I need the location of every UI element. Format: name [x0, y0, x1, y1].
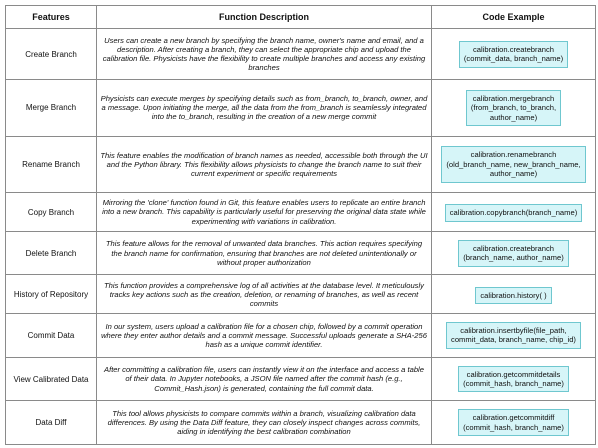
- code-cell: [432, 231, 596, 275]
- code-cell: [432, 275, 596, 314]
- description-cell: Physicists can execute merges by specifying details such as from_branch, to_branch, owner, and a message. Upon initiating the merge, all the data from the from_branch is seamlessly integrated into the to_branch, resulting in the creation of a new merge commit: [97, 80, 432, 137]
- table-row: [6, 357, 596, 401]
- description-cell: This feature allows for the removal of unwanted data branches. This action requires specifying the branch name for confirmation, ensuring that branches are not deleted unintentionally or without proper authorization: [97, 231, 432, 275]
- description-cell: This feature enables the modification of branch names as needed, accessible both through the UI and the Python library. This flexibility allows physicists to change the branch name to suit their current experiment or specific requirements: [97, 136, 432, 193]
- code-cell: [432, 193, 596, 232]
- code-cell: [432, 80, 596, 137]
- code-cell: [432, 29, 596, 80]
- table-row: [6, 193, 596, 232]
- header-code: Code Example: [432, 6, 596, 29]
- code-example: calibration.insertbyfile(file_path, commit_data, branch_name, chip_id): [446, 322, 581, 349]
- description-cell: After committing a calibration file, users can instantly view it on the interface and access a table of their data. In Jupyter notebooks, a JSON file named after the commit hash (e.g., Commit_Hash.json) is generated, containing the full commit data.: [97, 357, 432, 401]
- code-example: calibration.createbranch (commit_data, branch_name): [459, 41, 568, 68]
- code-example: calibration.renamebranch (old_branch_name, new_branch_name, author_name): [441, 146, 585, 182]
- header-description: Function Description: [97, 6, 432, 29]
- code-example: calibration.mergebranch (from_branch, to_branch, author_name): [466, 90, 561, 126]
- code-cell: [432, 314, 596, 358]
- table-row: [6, 29, 596, 80]
- table-row: [6, 275, 596, 314]
- table-row: [6, 314, 596, 358]
- features-table: [5, 5, 596, 445]
- code-cell: [432, 357, 596, 401]
- code-example: calibration.getcommitdiff (commit_hash, branch_name): [458, 409, 569, 436]
- code-cell: [432, 401, 596, 445]
- code-cell: [432, 136, 596, 193]
- description-cell: This function provides a comprehensive log of all activities at the database level. It meticulously tracks key actions such as the creation, deletion, or renaming of branches, as well as recent commits: [97, 275, 432, 314]
- feature-cell: Create Branch: [6, 29, 97, 80]
- feature-cell: Rename Branch: [6, 136, 97, 193]
- header-features: Features: [6, 6, 97, 29]
- feature-cell: View Calibrated Data: [6, 357, 97, 401]
- table-row: [6, 136, 596, 193]
- table-row: [6, 401, 596, 445]
- description-cell: Users can create a new branch by specifying the branch name, owner's name and email, and a description. After creating a branch, they can select the appropriate chip and upload the calibration file. Physicists have the flexibility to create multiple branches and access any existing branches: [97, 29, 432, 80]
- feature-cell: Delete Branch: [6, 231, 97, 275]
- code-example: calibration.copybranch(branch_name): [445, 204, 582, 221]
- feature-cell: Merge Branch: [6, 80, 97, 137]
- description-cell: Mirroring the 'clone' function found in Git, this feature enables users to replicate an entire branch into a new branch. This capability is particularly useful for preserving the original data state while experimenting with variations in calibration.: [97, 193, 432, 232]
- feature-cell: History of Repository: [6, 275, 97, 314]
- feature-cell: Data Diff: [6, 401, 97, 445]
- code-example: calibration.getcommitdetails (commit_hash, branch_name): [458, 366, 569, 393]
- header-row: [6, 6, 596, 29]
- description-cell: In our system, users upload a calibration file for a chosen chip, followed by a commit operation where they enter author details and a commit message. Successful uploads generate a SHA-256 hash as a unique commit identifier.: [97, 314, 432, 358]
- description-cell: This tool allows physicists to compare commits within a branch, visualizing calibration data differences. By using the Data Diff feature, they can closely inspect changes across commits, aiding in identifying the best calibration combination: [97, 401, 432, 445]
- code-example: calibration.history( ): [475, 287, 551, 304]
- feature-cell: Copy Branch: [6, 193, 97, 232]
- table-row: [6, 80, 596, 137]
- code-example: calibration.createbranch (branch_name, author_name): [458, 240, 568, 267]
- table-row: [6, 231, 596, 275]
- feature-cell: Commit Data: [6, 314, 97, 358]
